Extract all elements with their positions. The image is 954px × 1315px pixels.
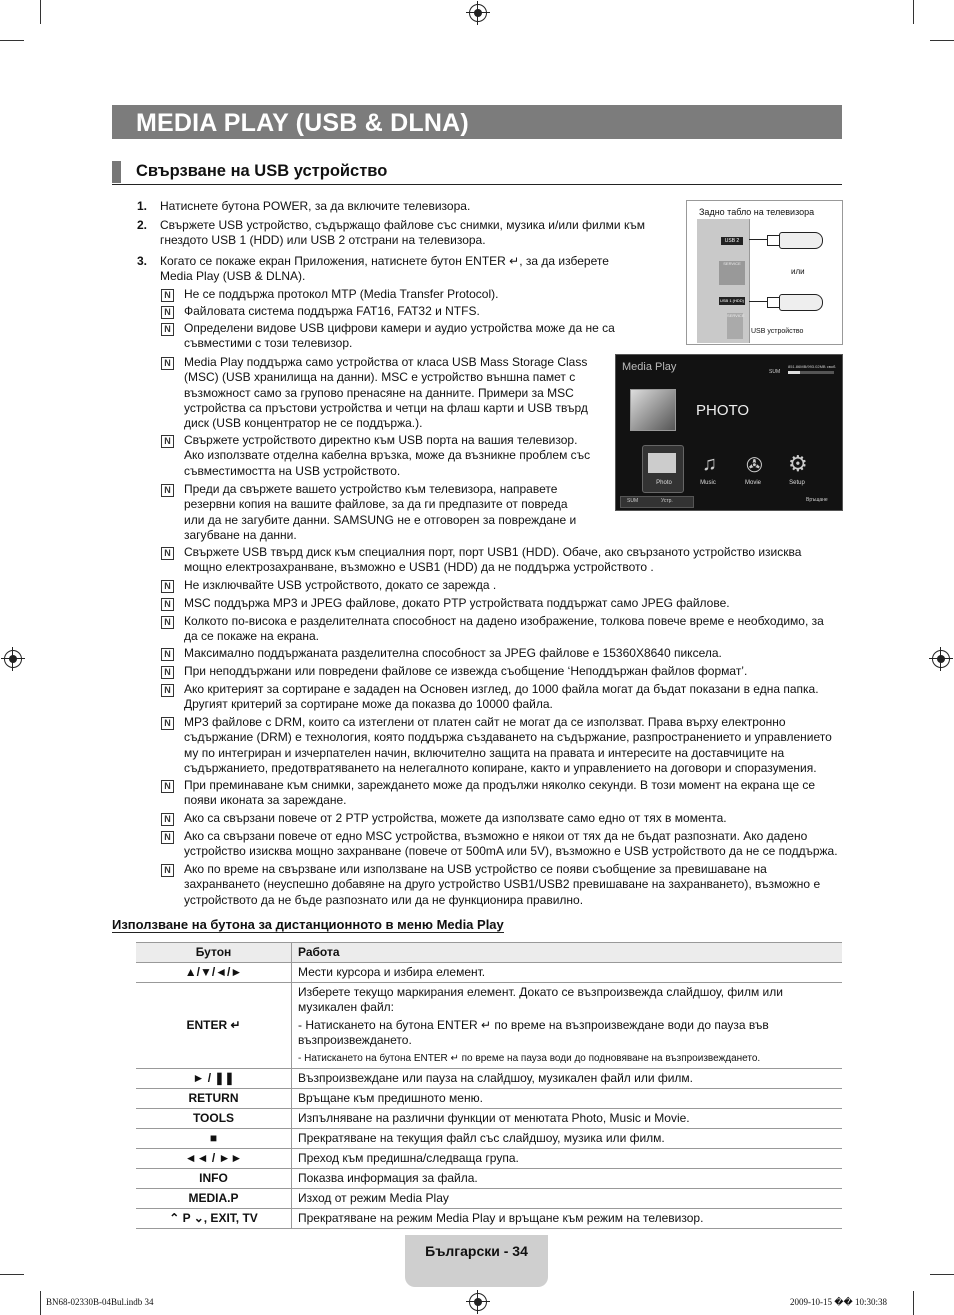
usb-stick-icon: [779, 232, 823, 249]
remote-buttons-table: [136, 942, 842, 1229]
note-text: или да не загубите данни. SAMSUNG не е отговорен за повреждане и: [184, 512, 577, 527]
media-play-screen: [615, 354, 843, 511]
note-text: съвместими с този телевизор.: [184, 336, 353, 351]
table-val: Прекратяване на текущия файл със слайдшоу, музика или филм.: [292, 1129, 843, 1149]
mp-bottom-left: SUM: [627, 498, 639, 504]
movie-icon: ✇: [746, 455, 763, 477]
table-val: Мести курсора и избира елемент.: [292, 963, 843, 983]
mp-return: Връщане: [806, 497, 828, 503]
note-text: съдържание (DRM) е технология, която поддържа създаването на съдържание, разпространението и управлението: [184, 730, 832, 745]
storage-bar: [788, 371, 834, 374]
table-row: [136, 1189, 842, 1209]
or-label: или: [791, 267, 805, 276]
table-val: Показва информация за файла.: [292, 1169, 843, 1189]
service-port: SERVICE: [727, 313, 743, 339]
crop-mark: [930, 40, 954, 41]
table-row: [136, 1069, 842, 1089]
table-key: ▲/▼/◄/►: [136, 963, 292, 983]
music-icon: ♫: [702, 453, 717, 475]
step-text: Свържете USB устройство, съдържащо файлове със снимки, музика и/или филми към: [160, 218, 645, 232]
note-icon: N: [161, 717, 174, 730]
usb2-port: USB 2: [721, 237, 743, 245]
note-icon: N: [161, 684, 174, 697]
page-label: Български - 34: [425, 1243, 528, 1259]
note-icon: N: [161, 813, 174, 826]
table-header-row: [136, 943, 842, 963]
mp-storage: 851.86MB/993.02MB своб.: [788, 364, 837, 369]
note-icon: N: [161, 780, 174, 793]
table-row: [136, 1129, 842, 1149]
note-icon: N: [161, 616, 174, 629]
note-text: Ако критерият за сортиране е зададен на Основен изглед, до 1000 файла могат да бъдат показани в една папка.: [184, 682, 819, 696]
note-text: При неподдържани или повредени файлове се извежда съобщение ‘Неподдържан файлов формат’.: [184, 664, 748, 678]
note-icon: N: [161, 306, 174, 319]
connector-line: [749, 239, 767, 240]
note-text: Media Play поддържа само устройства от класа USB Mass Storage Class: [184, 355, 588, 369]
photo-icon: [648, 453, 676, 473]
note-text: загубване на данни.: [184, 527, 297, 542]
usb1-port: USB 1 (HDD): [719, 298, 744, 303]
note-text: MP3 файлове с DRM, които са изтеглени от платен сайт не могат да се използват. Права върху електронно: [184, 715, 786, 729]
mp-item-label: Setup: [789, 480, 805, 486]
table-val-line: музикален файл:: [298, 1000, 394, 1014]
registration-mark-icon: [469, 4, 487, 22]
mp-item-label: Movie: [744, 480, 761, 486]
table-row: [136, 983, 842, 1069]
note-text: устройства са пръстови устройства и четци на флаш карти и USB твърд: [184, 400, 588, 415]
note-text: Свържете USB твърд диск към специалния порт, порт USB1 (HDD). Обаче, ако свързаното устройство изисква: [184, 545, 802, 559]
crop-mark: [0, 1274, 24, 1275]
crop-mark: [913, 1291, 914, 1315]
step-text: Media Play (USB & DLNA).: [160, 269, 306, 283]
note-icon: N: [161, 484, 174, 497]
note-text: устройство изисква мощно захранване (повече от 500mA или 5V), възможно е USB устройството да не се поддържа.: [184, 844, 838, 859]
note-text: При преминаване към снимки, зареждането може да продължи няколко секунди. В този момент на екрана ще се: [184, 778, 816, 792]
note-text: MSC поддържа MP3 и JPEG файлове, докато PTP устройствата поддържат само JPEG файлове.: [184, 596, 730, 610]
note-icon: N: [161, 580, 174, 593]
footer-file: BN68-02330B-04Bul.indb 34: [46, 1297, 154, 1307]
table-header-key: Бутон: [136, 943, 292, 963]
page-title: MEDIA PLAY (USB & DLNA): [136, 109, 469, 137]
table-row: [136, 1149, 842, 1169]
note-text: Не изключвайте USB устройството, докато се зарежда .: [184, 578, 497, 592]
table-key: ENTER ↵: [136, 983, 292, 1069]
usb-stick-icon: [779, 294, 823, 311]
diagram-caption-bottom: USB устройство: [751, 328, 804, 335]
table-key: RETURN: [136, 1089, 292, 1109]
table-val-line: - Натискането на бутона ENTER ↵ по време на пауза води до подновяване на възпроизвеждането.: [298, 1053, 761, 1064]
step-text: Когато се покаже екран Приложения, натиснете бутон ENTER ↵, за да изберете: [160, 254, 609, 268]
note-text: съвместимостта на USB устройството.: [184, 463, 401, 478]
table-header-val: Работа: [292, 943, 843, 963]
note-text: Ако са свързани повече от 2 PTP устройства, можете да използвате само едно от тях в момента.: [184, 811, 727, 825]
step-number: 1.: [137, 199, 148, 213]
crop-mark: [930, 1274, 954, 1275]
table-row: [136, 1209, 842, 1229]
table-val-line: възпроизвеждането.: [298, 1033, 412, 1047]
page-title-bar: [112, 105, 842, 139]
table-val: Прекратяване на режим Media Play и връщане към режим на телевизор.: [292, 1209, 843, 1229]
note-icon: N: [161, 289, 174, 302]
mp-item-label: Photo: [656, 480, 672, 486]
table-row: [136, 1089, 842, 1109]
note-icon: N: [161, 357, 174, 370]
note-text: Определени видове USB цифрови камери и аудио устройства може да не са: [184, 321, 615, 335]
note-text: му по интегриран и изчерпателен начин, включително защита на правата и интересите на доставчиците на: [184, 745, 785, 760]
note-icon: N: [161, 831, 174, 844]
note-text: (MSC) (USB хранилища на данни). MSC е устройство външна памет с: [184, 370, 576, 385]
setup-gear-icon: ⚙: [788, 451, 808, 476]
registration-mark-icon: [4, 650, 22, 668]
note-text: Ако са свързани повече от едно MSC устройства, възможно е някои от тях да не бъдат разпознати. Ако дадено: [184, 829, 808, 843]
note-text: устройството да не бъде разпознато или да не функционира правилно.: [184, 892, 584, 907]
note-text: Не се поддържа протокол MTP (Media Transfer Protocol).: [184, 287, 499, 301]
table-key: ⌃ P ⌄, EXIT, TV: [136, 1209, 292, 1229]
note-text: диск (USB концентратор не се поддържа.).: [184, 416, 423, 431]
footer-date: 2009-10-15 �� 10:30:38: [790, 1297, 887, 1307]
mp-device-bar: [620, 496, 694, 508]
section-title: Свързване на USB устройство: [136, 162, 388, 180]
registration-mark-icon: [469, 1293, 487, 1311]
note-icon: N: [161, 547, 174, 560]
note-text: Колкото по-висока е разделителната способност на дадено изображение, толкова повече време е необходимо, за: [184, 614, 824, 628]
note-text: Максимално поддържаната разделителна способност за JPEG файлове е 15360X8640 пиксела.: [184, 646, 722, 660]
connector-line: [749, 301, 767, 302]
note-text: резервни копия на вашите файлове, за да ги предпазите от повреда: [184, 497, 568, 512]
table-key: ► / ❚❚: [136, 1069, 292, 1089]
note-icon: N: [161, 598, 174, 611]
note-icon: N: [161, 435, 174, 448]
mp-item-label: Music: [700, 480, 716, 486]
table-row: [136, 1109, 842, 1129]
side-label-block: SERVICE: [719, 261, 745, 285]
note-text: появи иконата за зареждане.: [184, 793, 347, 808]
table-key: ■: [136, 1129, 292, 1149]
crop-mark: [913, 0, 914, 24]
table-row: [136, 1169, 842, 1189]
note-text: Другият критерий за сортиране може да показва до 10000 файла.: [184, 697, 553, 712]
note-icon: N: [161, 323, 174, 336]
step-number: 3.: [137, 254, 148, 268]
note-text: съдържанието, предотвратяването на нелегалното копиране, както и управлението на договори и споразумения.: [184, 760, 817, 775]
table-val: Възпроизвеждане или пауза на слайдшоу, музикален файл или филм.: [292, 1069, 843, 1089]
note-icon: N: [161, 666, 174, 679]
page-number-box: [405, 1235, 548, 1287]
section-heading: [112, 160, 842, 185]
table-val: Преход към предишна/следваща група.: [292, 1149, 843, 1169]
section-marker: [112, 161, 121, 183]
table-key: ◄◄ / ►►: [136, 1149, 292, 1169]
note-text: възможност само за групово пренасяне на данните. Примери за MSC: [184, 385, 574, 400]
table-val: Изпълняване на различни функции от менютата Photo, Music и Movie.: [292, 1109, 843, 1129]
note-text: Файловата система поддържа FAT16, FAT32 и NTFS.: [184, 304, 480, 318]
step-number: 2.: [137, 218, 148, 232]
note-text: Свържете устройството директно към USB порта на вашия телевизор.: [184, 433, 578, 447]
table-val: Връщане към предишното меню.: [292, 1089, 843, 1109]
crop-mark: [0, 40, 24, 41]
note-icon: N: [161, 648, 174, 661]
note-text: мощно електрозахранване, възможно е USB1 (HDD) да не поддържа устройството .: [184, 560, 654, 575]
table-row: [136, 963, 842, 983]
note-text: да се покаже на екрана.: [184, 629, 319, 644]
mp-title: Media Play: [622, 361, 677, 373]
note-text: Ако по време на свързване или използване на USB устройство се появи съобщение за превишаване на: [184, 862, 767, 876]
step-text: Натиснете бутона POWER, за да включите телевизора.: [160, 199, 471, 213]
table-key: TOOLS: [136, 1109, 292, 1129]
step-text: гнездото USB 1 (HDD) или USB 2 отстрани на телевизора.: [160, 233, 486, 247]
remote-subheading: Използване на бутона за дистанционното в меню Media Play: [112, 917, 504, 932]
note-text: захранването (неуспешно добавяне на друго устройство USB1/USB2 превишаване на захранването), възможно е: [184, 877, 821, 892]
mp-big-label: PHOTO: [696, 402, 750, 419]
table-val: Изход от режим Media Play: [292, 1189, 843, 1209]
note-text: Преди да свържете вашето устройство към телевизора, направете: [184, 482, 558, 496]
registration-mark-icon: [932, 650, 950, 668]
diagram-caption-top: Задно табло на телевизора: [699, 207, 815, 217]
table-val: [292, 983, 843, 1069]
table-key: MEDIA.P: [136, 1189, 292, 1209]
back-panel-diagram: [686, 200, 843, 345]
crop-mark: [40, 0, 41, 24]
note-text: Ако използвате отделна кабелна връзка, може да възникне проблем със: [184, 448, 591, 463]
mp-bottom-mid: Устр.: [661, 498, 673, 504]
mp-sum-label: SUM: [769, 369, 781, 375]
table-key: INFO: [136, 1169, 292, 1189]
table-val-line: - Натискането на бутона ENTER ↵ по време на възпроизвеждане води до пауза във: [298, 1018, 769, 1032]
table-val-line: Изберете текущо маркирания елемент. Докато се възпроизвежда слайдшоу, филм или: [298, 985, 783, 999]
crop-mark: [40, 1291, 41, 1315]
photo-stack-icon: [630, 389, 676, 431]
note-icon: N: [161, 864, 174, 877]
